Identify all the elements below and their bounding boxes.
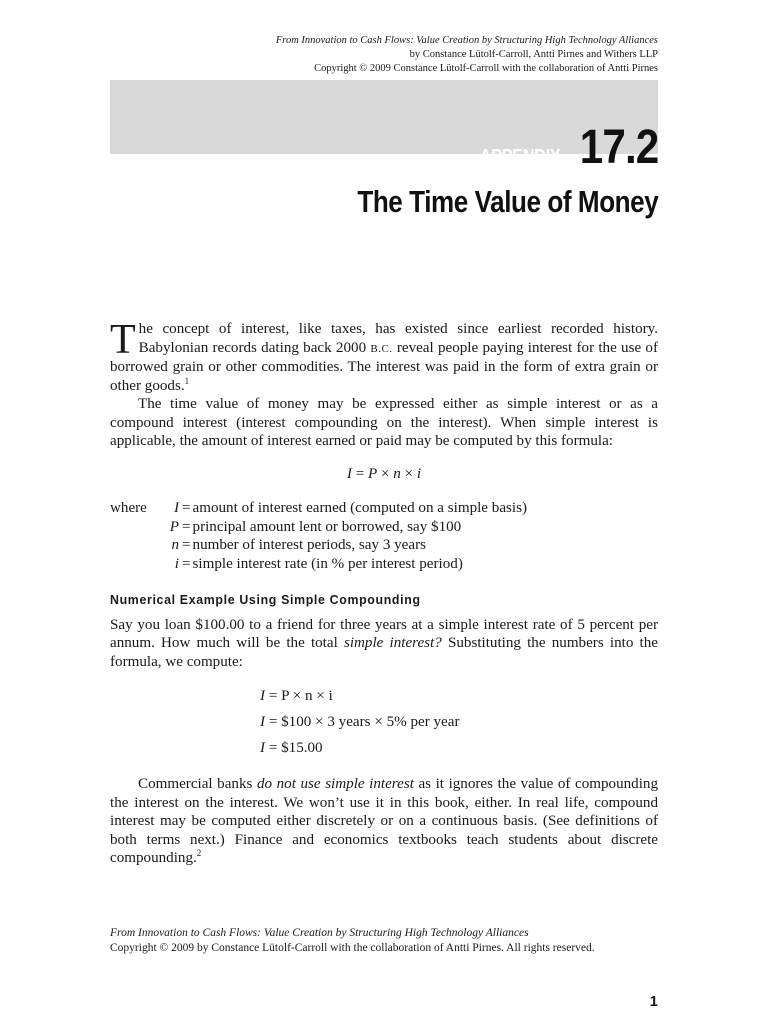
section-heading: Numerical Example Using Simple Compounding — [110, 592, 421, 607]
intro-bc: B.C. — [370, 342, 393, 355]
variable-definitions — [110, 499, 658, 573]
footer-book-title: From Innovation to Cash Flows: Value Creation by Structuring High Technology Alliances — [110, 927, 529, 939]
formula-equals: = — [351, 465, 368, 482]
equation-rhs: = $100 × 3 years × 5% per year — [268, 714, 460, 730]
definition-text: principal amount lent or borrowed, say $100 — [192, 518, 462, 535]
definition-equals: = — [182, 555, 191, 572]
equation-lhs: I — [260, 740, 266, 756]
definition-variable: i — [174, 555, 179, 572]
worked-equations — [260, 683, 658, 761]
equation-lhs: I — [260, 714, 266, 730]
main-body — [110, 317, 659, 868]
intro-paragraph — [110, 317, 659, 395]
intro-text-a: he concept of interest, like taxes, has existed since earliest recorded history. Babylonian records dating back 2000 — [138, 321, 658, 356]
definition-row — [110, 536, 658, 555]
closing-emphasis: do not use simple interest — [256, 776, 414, 792]
definition-variable: n — [171, 537, 179, 553]
running-header-book-title: From Innovation to Cash Flows: Value Creation by Structuring High Technology Alliances — [275, 35, 658, 46]
appendix-number: 17.2 — [579, 121, 658, 174]
closing-paragraph — [110, 775, 658, 868]
formula-var-i: i — [416, 465, 422, 482]
running-header — [276, 34, 658, 76]
equation-line — [260, 683, 658, 709]
definition-text: amount of interest earned (computed on a simple basis) — [192, 500, 527, 516]
time-value-paragraph: The time value of money may be expressed either as simple interest or as a compound interest (interest compounding on the interest). When simple interest is applicable, the amount of interest earned or paid may be computed by this formula: — [110, 396, 658, 449]
definition-variable: P — [169, 518, 179, 535]
simple-interest-formula — [110, 465, 658, 484]
footnote-ref-2: 2 — [196, 847, 202, 858]
definition-text: simple interest rate (in % per interest period) — [192, 555, 463, 572]
footnote-ref-1: 1 — [184, 375, 190, 386]
formula-times-2: × — [400, 465, 417, 482]
appendix-label: APPENDIX — [480, 146, 561, 168]
page-footer — [110, 926, 658, 956]
equation-line — [260, 735, 658, 761]
definition-equals: = — [182, 518, 191, 535]
formula-times-1: × — [377, 465, 394, 482]
footer-copyright: Copyright © 2009 by Constance Lütolf-Carroll with the collaboration of Antti Pirnes. All rights reserved. — [110, 942, 595, 954]
equation-rhs: = $15.00 — [268, 740, 323, 756]
definition-row — [110, 499, 658, 518]
equation-rhs: = P × n × i — [268, 688, 333, 704]
example-text-b: Substituting the numbers into the formula, we compute: — [110, 635, 658, 670]
definition-text: number of interest periods, say 3 years — [192, 537, 426, 553]
closing-text-a: Commercial banks — [138, 776, 257, 792]
definition-equals: = — [182, 500, 191, 516]
appendix-heading — [462, 122, 658, 174]
where-spacer — [110, 536, 162, 555]
running-header-copyright: Copyright © 2009 Constance Lütolf-Carroll with the collaboration of Antti Pirnes — [314, 63, 658, 74]
page-number: 1 — [649, 993, 658, 1010]
where-spacer — [110, 518, 162, 537]
where-spacer — [110, 555, 162, 574]
intro-text-b: reveal people paying interest for the use of borrowed grain or other commodities. The interest was paid in the form of extra grain or other goods. — [110, 339, 659, 394]
drop-cap: T — [110, 317, 136, 363]
definition-row — [110, 518, 658, 537]
page-title: The Time Value of Money — [357, 184, 658, 219]
example-emphasis: simple interest? — [343, 635, 442, 651]
example-paragraph — [110, 616, 658, 672]
closing-text-b: as it ignores the value of compounding the interest on the interest. We won’t use it in this book, either. In real life, compound interest may be computed either discretely or on a continuous basis. (See definitions of both terms next.) Finance and economics textbooks teach students about discrete compounding. — [110, 776, 659, 866]
definition-equals: = — [182, 537, 191, 553]
formula-var-I: I — [346, 465, 352, 482]
example-text-a: Say you loan $100.00 to a friend for three years at a simple interest rate of 5 percent per annum. How much will be the total — [110, 616, 658, 651]
running-header-authors: by Constance Lütolf-Carroll, Antti Pirnes and Withers LLP — [409, 49, 658, 60]
equation-line — [260, 709, 658, 735]
definition-row — [110, 555, 658, 574]
equation-lhs: I — [260, 688, 266, 704]
formula-var-P: P — [367, 465, 378, 482]
where-label: where — [110, 500, 147, 516]
formula-var-n: n — [393, 465, 401, 482]
definition-variable: I — [173, 500, 179, 516]
